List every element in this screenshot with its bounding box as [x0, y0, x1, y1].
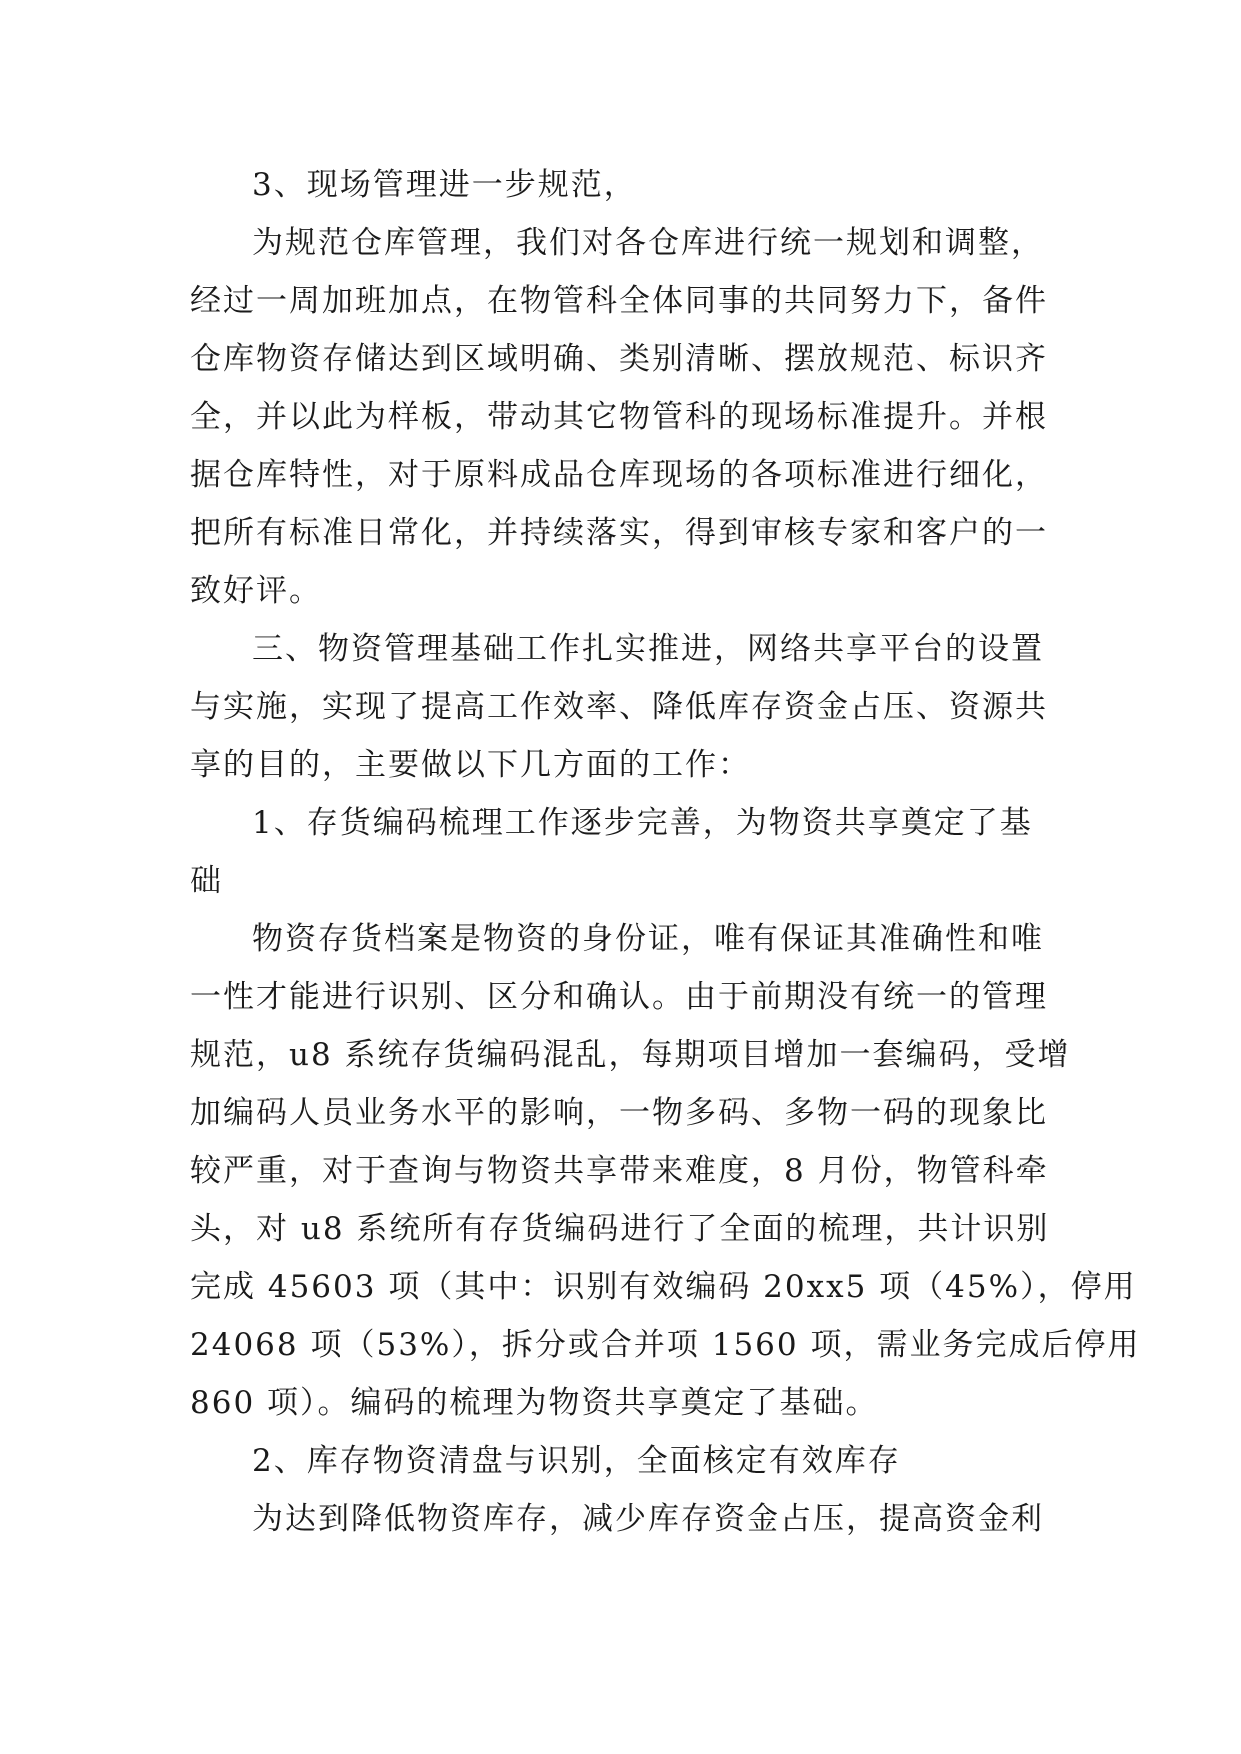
paragraph-line: 经过一周加班加点，在物管科全体同事的共同努力下，备件: [190, 283, 1048, 319]
paragraph-line: 860 项）。编码的梳理为物资共享奠定了基础。: [190, 1385, 879, 1421]
paragraph-line: 一性才能进行识别、区分和确认。由于前期没有统一的管理: [190, 979, 1048, 1015]
paragraph-line: 头，对 u8 系统所有存货编码进行了全面的梳理，共计识别: [190, 1211, 1050, 1247]
heading-site-management: 3、现场管理进一步规范，: [252, 167, 637, 203]
paragraph-line: 仓库物资存储达到区域明确、类别清晰、摆放规范、标识齐: [190, 341, 1048, 377]
paragraph-line: 完成 45603 项（其中：识别有效编码 20xx5 项（45%），停用: [190, 1269, 1137, 1305]
paragraph-line: 与实施，实现了提高工作效率、降低库存资金占压、资源共: [190, 689, 1048, 725]
paragraph-line: 为规范仓库管理，我们对各仓库进行统一规划和调整，: [252, 225, 1044, 261]
paragraph-line: 据仓库特性，对于原料成品仓库现场的各项标准进行细化，: [190, 457, 1048, 493]
paragraph-line: 把所有标准日常化，并持续落实，得到审核专家和客户的一: [190, 515, 1048, 551]
paragraph-line: 规范，u8 系统存货编码混乱，每期项目增加一套编码，受增: [190, 1037, 1071, 1073]
subheading-stock-check: 2、库存物资清盘与识别，全面核定有效库存: [252, 1443, 901, 1479]
paragraph-line: 较严重，对于查询与物资共享带来难度，8 月份，物管科牵: [190, 1153, 1049, 1189]
section-heading-three: 三、物资管理基础工作扎实推进，网络共享平台的设置: [252, 631, 1044, 667]
paragraph-line: 为达到降低物资库存，减少库存资金占压，提高资金利: [252, 1501, 1044, 1537]
paragraph-line: 础: [190, 863, 223, 899]
paragraph-line: 24068 项（53%），拆分或合并项 1560 项，需业务完成后停用: [190, 1327, 1141, 1363]
subheading-inventory-coding: 1、存货编码梳理工作逐步完善，为物资共享奠定了基: [252, 805, 1033, 841]
paragraph-line: 全，并以此为样板，带动其它物管科的现场标准提升。并根: [190, 399, 1048, 435]
paragraph-line: 加编码人员业务水平的影响，一物多码、多物一码的现象比: [190, 1095, 1048, 1131]
paragraph-line: 物资存货档案是物资的身份证，唯有保证其准确性和唯: [252, 921, 1044, 957]
paragraph-line: 致好评。: [190, 573, 322, 609]
paragraph-line: 享的目的，主要做以下几方面的工作：: [190, 747, 751, 783]
